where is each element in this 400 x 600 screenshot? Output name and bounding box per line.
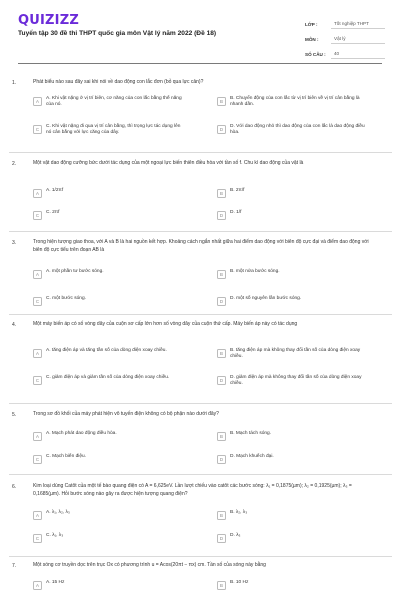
header-divider: [18, 63, 382, 64]
option-text: A. 15 Hz: [46, 580, 65, 585]
meta-row-count: [305, 44, 385, 59]
option-letter-box: B: [217, 270, 226, 279]
option-letter-box: B: [217, 97, 226, 106]
question-divider: [9, 314, 392, 315]
answer-option-b[interactable]: [217, 580, 366, 590]
option-letter-box: A: [33, 511, 42, 520]
option-letter-box: C: [33, 297, 42, 306]
question-number: 5.: [12, 412, 17, 418]
answer-option-c[interactable]: [33, 296, 182, 306]
option-text: A. 1/2πf: [46, 188, 64, 193]
answer-option-d[interactable]: [217, 454, 366, 464]
answer-option-a[interactable]: [33, 580, 182, 590]
question-text: Một sóng cơ truyền dọc trên trục Ox có phương trình u = Acos(20πt − πx) cm. Tần số của sóng này bằng: [33, 562, 266, 568]
option-text: A. Khi vật nặng ở vị trí biên, cơ năng của con lắc bằng thế năng của nó.: [46, 96, 182, 108]
question-divider: [9, 231, 392, 232]
option-text: B. λ₂, λ₃: [230, 510, 248, 515]
meta-table: [305, 14, 385, 59]
question-text: Trong hiện tượng giao thoa, với A và B là hai nguồn kết hợp. Khoảng cách ngắn nhất giữa hai điểm dao động với biên độ cực đại và điểm dao động với biên độ cực tiểu trên đoạn AB là: [33, 239, 369, 253]
answer-option-d[interactable]: [217, 124, 366, 137]
option-letter-box: D: [217, 455, 226, 464]
option-letter-box: B: [217, 189, 226, 198]
option-letter-box: C: [33, 211, 42, 220]
question-text: Một máy biến áp có số vòng dây của cuộn sơ cấp lớn hơn số vòng dây của cuộn thứ cấp. Máy biến áp này có tác dụng: [33, 321, 298, 327]
option-text: B. một nửa bước sóng.: [230, 269, 280, 274]
answer-option-a[interactable]: [33, 188, 182, 198]
answer-option-d[interactable]: [217, 210, 366, 220]
option-text: D. giảm điện áp mà không thay đổi tần số của dòng điện xoay chiều.: [230, 375, 362, 387]
option-text: A. λ₁, λ₂, λ₃: [46, 510, 70, 515]
answer-option-d[interactable]: [217, 533, 366, 543]
answer-option-b[interactable]: [217, 269, 366, 279]
option-text: A. Mạch phát dao động điều hòa.: [46, 431, 117, 436]
option-letter-box: A: [33, 189, 42, 198]
answer-option-c[interactable]: [33, 454, 182, 464]
option-letter-box: D: [217, 534, 226, 543]
quizizz-logo: QUIZIZZ: [18, 13, 79, 28]
option-text: C. λ₁, λ₃: [46, 533, 64, 538]
question-number: 1.: [12, 80, 17, 86]
option-text: B. 10 Hz: [230, 580, 249, 585]
option-letter-box: A: [33, 432, 42, 441]
answer-option-c[interactable]: [33, 533, 182, 543]
option-letter-box: C: [33, 534, 42, 543]
answer-option-b[interactable]: [217, 431, 366, 441]
question-divider: [9, 556, 392, 557]
option-text: D. 1/f: [230, 210, 242, 215]
answer-option-b[interactable]: [217, 188, 366, 198]
meta-value-subject: Vật lý: [331, 36, 385, 44]
question-text: Một vật dao động cưỡng bức dưới tác dụng của một ngoại lực biến thiên điều hòa với tần số f. Chu kì dao động của vật là: [33, 160, 304, 166]
option-letter-box: B: [217, 349, 226, 358]
question-text: Phát biểu nào sau đây sai khi nói về dao động con lắc đơn (bỏ qua lực cản)?: [33, 79, 204, 85]
option-text: D. Với dao động nhỏ thì dao động của con lắc là dao động điều hòa.: [230, 124, 365, 136]
answer-option-d[interactable]: [217, 296, 366, 306]
meta-row-class: [305, 14, 385, 29]
question-number: 3.: [12, 240, 17, 246]
option-letter-box: A: [33, 270, 42, 279]
answer-option-a[interactable]: [33, 269, 182, 279]
question-number: 4.: [12, 322, 17, 328]
option-text: C. giảm điện áp và giảm tần số của dòng điện xoay chiều.: [46, 375, 170, 380]
answer-option-a[interactable]: [33, 348, 182, 358]
meta-row-subject: [305, 29, 385, 44]
option-text: B. Chuyển động của con lắc từ vị trí biên về vị trí cân bằng là nhanh dần.: [230, 96, 360, 108]
option-text: C. một bước sóng.: [46, 296, 86, 301]
meta-label: LỚP :: [305, 22, 318, 27]
option-letter-box: A: [33, 97, 42, 106]
option-letter-box: A: [33, 581, 42, 590]
document-title: Tuyển tập 30 đề thi THPT quốc gia môn Vật lý năm 2022 (Đề 18): [18, 30, 217, 37]
option-letter-box: C: [33, 376, 42, 385]
question-text: Trong sơ đồ khối của máy phát hiện vô tuyến điện không có bộ phận nào dưới đây?: [33, 411, 219, 417]
option-letter-box: B: [217, 581, 226, 590]
question-number: 2.: [12, 161, 17, 167]
question-divider: [9, 474, 392, 475]
answer-option-a[interactable]: [33, 96, 182, 109]
option-letter-box: D: [217, 297, 226, 306]
option-text: C. Mạch biến điệu.: [46, 454, 86, 459]
option-letter-box: C: [33, 455, 42, 464]
option-text: C. Khi vật nặng đi qua vị trí cân bằng, thì trọng lực tác dụng lên nó cân bằng với lực căng của dây.: [46, 124, 181, 136]
answer-option-c[interactable]: [33, 210, 182, 220]
option-letter-box: C: [33, 125, 42, 134]
option-letter-box: D: [217, 125, 226, 134]
answer-option-c[interactable]: [33, 375, 182, 385]
option-letter-box: D: [217, 211, 226, 220]
option-text: D. λ₃: [230, 533, 241, 538]
option-text: D. một số nguyên lần bước sóng.: [230, 296, 302, 301]
question-number: 6.: [12, 484, 17, 490]
question-divider: [9, 403, 392, 404]
option-text: B. tăng điện áp mà không thay đổi tần số của dòng điện xoay chiều.: [230, 348, 361, 360]
question-number: 7.: [12, 563, 17, 569]
option-letter-box: A: [33, 349, 42, 358]
option-text: B. Mạch tách sóng.: [230, 431, 272, 436]
answer-option-d[interactable]: [217, 375, 366, 388]
meta-label: MÔN :: [305, 37, 319, 42]
meta-value-count: 40: [331, 51, 385, 59]
meta-value-class: Tốt nghiệp THPT: [331, 21, 385, 29]
meta-label: SỐ CÂU :: [305, 52, 326, 57]
option-letter-box: D: [217, 376, 226, 385]
answer-option-b[interactable]: [217, 96, 366, 109]
option-text: C. 2πf: [46, 210, 60, 215]
answer-option-b[interactable]: [217, 348, 366, 361]
document-header: [0, 0, 400, 62]
option-letter-box: B: [217, 511, 226, 520]
question-divider: [9, 152, 392, 153]
answer-option-a[interactable]: [33, 431, 182, 441]
option-letter-box: B: [217, 432, 226, 441]
answer-option-c[interactable]: [33, 124, 182, 137]
option-text: A. một phần tư bước sóng.: [46, 269, 104, 274]
option-text: D. Mạch khuếch đại.: [230, 454, 274, 459]
answer-option-b[interactable]: [217, 510, 366, 520]
option-text: B. 2π/f: [230, 188, 245, 193]
answer-option-a[interactable]: [33, 510, 182, 520]
question-text: Kim loại dùng Catôt của một tế bào quang điện có A = 6,625eV. Lần lượt chiếu vào catôt các bước sóng: λ₁ = 0,1875(µm); λ₂ = 0,1925(µm); λ₃ = 0,1685(µm). Hỏi bước sóng nào gây ra được hiện tượng quang điện?: [33, 483, 352, 497]
option-text: A. tăng điện áp và tăng tần số của dòng điện xoay chiều.: [46, 348, 167, 353]
